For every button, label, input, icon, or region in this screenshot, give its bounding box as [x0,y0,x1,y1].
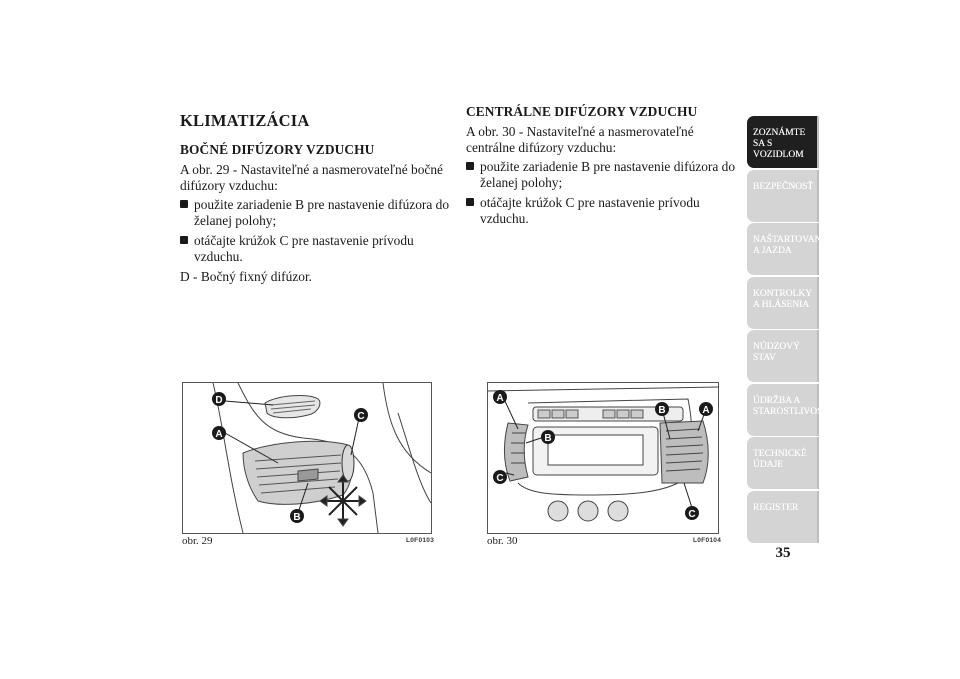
bullet-text: použite zariadenie B pre nastavenie difúzora do želanej polohy; [194,196,450,228]
figure-side-vent [182,382,432,534]
checkbox-bullet-icon [180,200,188,208]
tab-label: NAŠTARTOVANIE A JAZDA [753,235,831,256]
chapter-title: KLIMATIZÁCIA [180,111,310,130]
left-column [180,104,452,287]
tab-label: KONTROLKY A HLÁSENIA [753,288,812,310]
side-vent-illustration [183,383,431,533]
chapter-tabs [747,116,831,544]
checkbox-bullet-icon [466,162,474,170]
callout-label: B [293,512,301,523]
tab-label: TECHNICKÉ ÚDAJE [753,449,807,470]
tab-label: ÚDRŽBA A STAROSTLIVOSŤ [753,395,829,417]
callout-label: D [215,395,223,406]
callout-label: C [688,509,696,520]
list-item [466,195,738,228]
tab-maintenance[interactable] [747,384,829,436]
note-paragraph: D - Bočný fixný difúzor. [180,268,313,284]
tab-intro[interactable] [747,116,819,168]
tab-emergency[interactable] [747,330,819,382]
section-title-side-vents: BOČNÉ DIFÚZORY VZDUCHU [180,142,375,157]
tab-technical-data[interactable] [747,437,819,489]
checkbox-bullet-icon [180,236,188,244]
list-item [180,197,452,230]
central-vent-illustration [488,383,718,533]
callout-label: A [215,429,223,440]
bullet-text: použite zariadenie B pre nastavenie difúzora do želanej polohy; [480,158,736,190]
bullet-text: otáčajte krúžok C pre nastavenie prívodu vzduchu. [194,232,414,264]
callout-label: A [496,393,504,404]
callout-label: B [544,433,552,444]
page-number: 35 [775,545,791,561]
intro-paragraph: A obr. 30 - Nastaviteľné a nasmerovateľné centrálne difúzory vzduchu: [466,123,694,155]
tab-label: REGISTER [753,502,799,513]
section-title-central-vents: CENTRÁLNE DIFÚZORY VZDUCHU [466,104,698,119]
tab-safety[interactable] [747,170,819,222]
callout-label: A [702,405,710,416]
callout-label: C [357,411,365,422]
bullet-text: otáčajte krúžok C pre nastavenie prívodu vzduchu. [480,194,700,226]
figure-central-vent [487,382,719,534]
figure-code: L0F0104 [693,537,722,544]
figure-code: L0F0103 [406,537,435,544]
callout-label: B [658,405,666,416]
callout-label: C [496,473,504,484]
tab-index[interactable] [747,491,819,543]
checkbox-bullet-icon [466,198,474,206]
tab-warning-lights[interactable] [747,277,819,329]
intro-paragraph: A obr. 29 - Nastaviteľné a nasmerovateľné bočné difúzory vzduchu: [180,161,443,193]
right-column [466,104,738,231]
tab-starting-driving[interactable] [747,223,831,275]
tab-label: ZOZNÁMTE SA S VOZIDLOM [753,128,806,160]
list-item [180,233,452,266]
tab-label: NÚDZOVÝ STAV [753,342,800,363]
tab-label: BEZPEČNOSŤ [753,181,814,192]
figure-caption: obr. 30 [487,535,518,547]
list-item [466,159,738,192]
figure-caption: obr. 29 [182,535,213,547]
